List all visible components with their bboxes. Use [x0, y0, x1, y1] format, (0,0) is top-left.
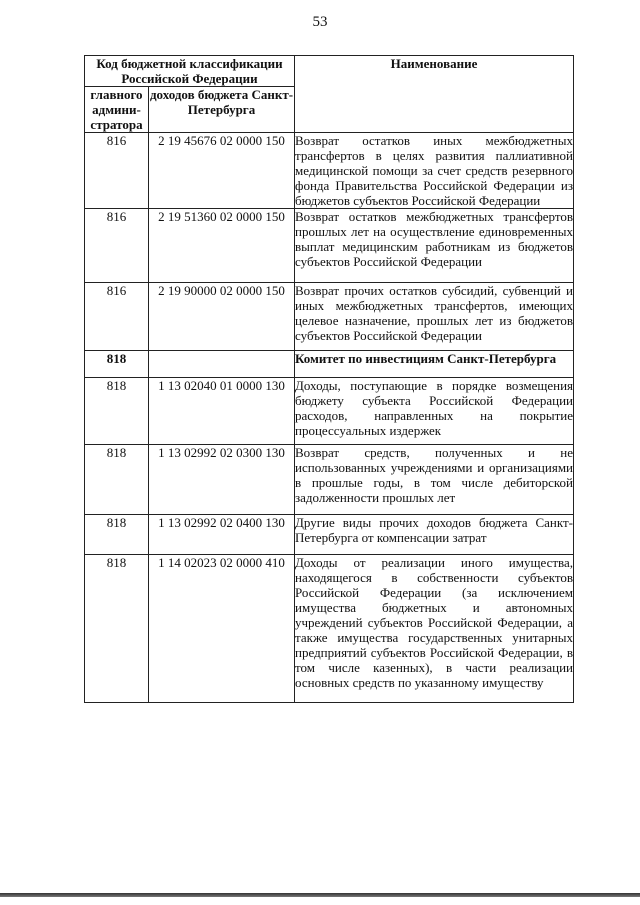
- income-code-cell: 1 14 02023 02 0000 410: [149, 555, 295, 703]
- header-admin: главного админи-стратора: [85, 87, 149, 133]
- admin-code-cell: 816: [85, 283, 149, 351]
- admin-code-cell: 818: [85, 378, 149, 445]
- name-cell: Доходы от реализации иного имущества, находящегося в собственности субъектов Российской Федерации (за исключением имущества бюджетных и автономных учреждений субъектов Российской Федерации, а также имущества государственных унитарных предприятий субъектов Российской Федерации, в том числе казенных), в части реализации основных средств по указанному имуществу: [295, 555, 574, 703]
- table-row: [85, 445, 574, 515]
- income-code-cell: 1 13 02992 02 0400 130: [149, 515, 295, 555]
- name-cell: Возврат средств, полученных и не использованных учреждениями и организациями в прошлые годы, в том числе дебиторской задолженности прошлых лет: [295, 445, 574, 515]
- table-row: [85, 283, 574, 351]
- name-cell: Возврат остатков межбюджетных трансфертов прошлых лет на осуществление единовременных выплат медицинским работникам из бюджетов субъектов Российской Федерации: [295, 209, 574, 283]
- page-number: 53: [312, 14, 328, 30]
- scan-edge-line: [0, 893, 640, 897]
- admin-code-cell: 818: [85, 445, 149, 515]
- name-cell: Возврат остатков иных межбюджетных трансфертов в целях развития паллиативной медицинской помощи за счет средств резервного фонда Правительства Российской Федерации из бюджетов субъектов Российской Федерации: [295, 133, 574, 208]
- section-title-cell: Комитет по инвестициям Санкт-Петербурга: [295, 351, 574, 378]
- income-code-cell: 2 19 90000 02 0000 150: [149, 283, 295, 351]
- admin-code-cell: 818: [85, 515, 149, 555]
- admin-code-cell: 818: [85, 555, 149, 703]
- admin-code-cell: 816: [85, 209, 149, 283]
- income-code-cell: 1 13 02040 01 0000 130: [149, 378, 295, 445]
- header-income-code: доходов бюджета Санкт-Петербурга: [149, 87, 295, 133]
- table-row: [85, 209, 574, 283]
- header-classification-code: Код бюджетной классификации Российской Федерации: [85, 56, 295, 87]
- admin-code-cell: 818: [85, 351, 149, 378]
- table-row: [85, 515, 574, 555]
- budget-classification-table: [84, 55, 574, 703]
- income-code-cell: 1 13 02992 02 0300 130: [149, 445, 295, 515]
- table-row: [85, 555, 574, 703]
- table-row: [85, 133, 574, 209]
- table-row-section: [85, 351, 574, 378]
- name-cell: Доходы, поступающие в порядке возмещения бюджету субъекта Российской Федерации расходов, направленных на покрытие процессуальных издержек: [295, 378, 574, 445]
- name-cell: Возврат прочих остатков субсидий, субвенций и иных межбюджетных трансфертов, имеющих целевое назначение, прошлых лет из бюджетов субъектов Российской Федерации: [295, 283, 574, 351]
- name-cell: Другие виды прочих доходов бюджета Санкт-Петербурга от компенсации затрат: [295, 515, 574, 555]
- income-code-cell: [149, 351, 295, 378]
- income-code-cell: 2 19 51360 02 0000 150: [149, 209, 295, 283]
- table-row: [85, 378, 574, 445]
- header-name: Наименование: [295, 56, 574, 133]
- income-code-cell: 2 19 45676 02 0000 150: [149, 133, 295, 209]
- admin-code-cell: 816: [85, 133, 149, 209]
